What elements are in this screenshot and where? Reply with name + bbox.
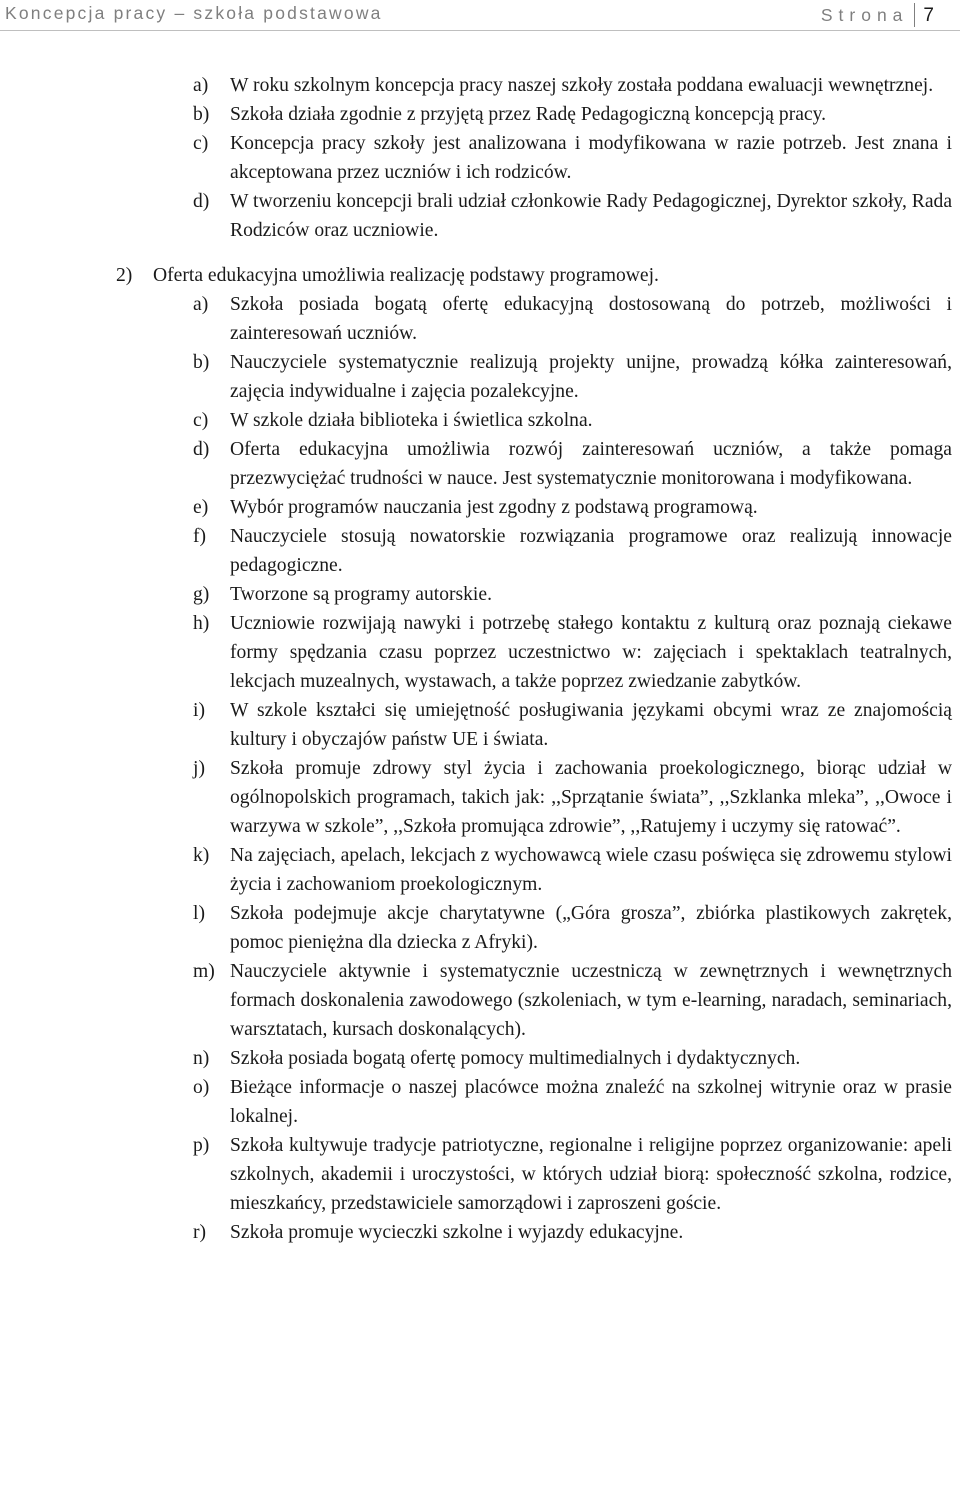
document-body (0, 71, 960, 1247)
list-marker: c) (193, 133, 209, 154)
list-marker: b) (193, 352, 210, 373)
header-separator (914, 3, 915, 27)
list-item (193, 493, 952, 522)
list-evaluation (0, 71, 960, 245)
list-item-text: Koncepcja pracy szkoły jest analizowana i modyfikowana w razie potrzeb. Jest znana i akceptowana przez uczniów i ich rodziców. (230, 133, 952, 183)
list-item (193, 100, 952, 129)
list-item-text: Bieżące informacje o naszej placówce można znaleźć na szkolnej witrynie oraz w prasie lokalnej. (230, 1077, 952, 1127)
list-item (193, 1218, 952, 1247)
list-item (193, 580, 952, 609)
list-item-text: W roku szkolnym koncepcja pracy naszej szkoły została poddana ewaluacji wewnętrznej. (230, 75, 934, 96)
list-marker: e) (193, 497, 209, 518)
list-marker: k) (193, 845, 210, 866)
list-marker: c) (193, 410, 209, 431)
page-label: Strona (820, 5, 909, 25)
list-item (193, 899, 952, 957)
list-marker: o) (193, 1077, 210, 1098)
header-title: Koncepcja pracy – szkoła podstawowa (5, 3, 383, 23)
list-item (193, 1131, 952, 1218)
list-marker: j) (193, 758, 205, 779)
page-number-block (821, 3, 934, 27)
list-marker: a) (193, 75, 209, 96)
list-item-text: W szkole kształci się umiejętność posługiwania językami obcymi wraz ze znajomością kultury i obyczajów państw UE i świata. (230, 700, 952, 750)
list-item (193, 406, 952, 435)
list-marker: l) (193, 903, 205, 924)
list-item (193, 754, 952, 841)
list-item (193, 609, 952, 696)
list-item (193, 348, 952, 406)
list-marker: d) (193, 439, 210, 460)
list-item-text: W tworzeniu koncepcji brali udział członkowie Rady Pedagogicznej, Dyrektor szkoły, Rada Rodziców oraz uczniowie. (230, 191, 953, 241)
list-item-text: Wybór programów nauczania jest zgodny z podstawą programową. (230, 497, 758, 518)
list-item-text: Szkoła posiada bogatą ofertę pomocy multimedialnych i dydaktycznych. (230, 1048, 801, 1069)
list-marker: m) (193, 961, 215, 982)
list-marker: h) (193, 613, 210, 634)
list-item-text: Nauczyciele aktywnie i systematycznie uczestniczą w zewnętrznych i wewnętrznych formach doskonalenia zawodowego (szkoleniach, w tym e-learning, naradach, seminariach, warsztatach, kursach doskonalących). (230, 961, 952, 1040)
list-item (193, 187, 953, 245)
section-marker: 2) (116, 265, 133, 286)
list-item-text: Tworzone są programy autorskie. (230, 584, 492, 605)
list-item-text: Szkoła promuje zdrowy styl życia i zachowania proekologicznego, biorąc udział w ogólnopolskich programach, takich jak: ,,Sprzątanie świata”, ,,Szklanka mleka”, ,,Owoce i warzywa w szkole”, ,,Szkoła promująca zdrowie”, ,,Ratujemy i uczymy się ratować”. (230, 758, 952, 837)
list-item-text: Nauczyciele systematycznie realizują projekty unijne, prowadzą kółka zainteresowań, zajęcia indywidualne i zajęcia pozalekcyjne. (230, 352, 952, 402)
list-marker: p) (193, 1135, 210, 1156)
list-item (193, 957, 952, 1044)
list-item (193, 129, 952, 187)
list-item-text: Szkoła kultywuje tradycje patriotyczne, regionalne i religijne poprzez organizowanie: apeli szkolnych, akademii i uroczystości, w których udział biorą: społeczność szkolna, rodzice, mieszkańcy, przedstawiciele samorządowi i zaproszeni goście. (230, 1135, 952, 1214)
list-item-text: Nauczyciele stosują nowatorskie rozwiązania programowe oraz realizują innowacje pedagogiczne. (230, 526, 952, 576)
list-item (193, 1073, 952, 1131)
section-heading (116, 261, 952, 290)
list-marker: r) (193, 1222, 207, 1243)
list-item-text: Szkoła podejmuje akcje charytatywne („Góra grosza”, zbiórka plastikowych zakrętek, pomoc pieniężna dla dziecka z Afryki). (230, 903, 952, 953)
list-item-text: Szkoła działa zgodnie z przyjętą przez Radę Pedagogiczną koncepcją pracy. (230, 104, 827, 125)
list-item-text: Uczniowie rozwijają nawyki i potrzebę stałego kontaktu z kulturą oraz poznają ciekawe formy spędzania czasu poprzez uczestnictwo w: zajęciach i spektaklach teatralnych, lekcjach muzealnych, wystawach, a także poprzez zwiedzanie zabytków. (230, 613, 952, 692)
list-item-text: Szkoła posiada bogatą ofertę edukacyjną dostosowaną do potrzeb, możliwości i zainteresowań uczniów. (230, 294, 952, 344)
section-title: Oferta edukacyjna umożliwia realizację podstawy programowej. (153, 265, 659, 286)
list-item (193, 1044, 952, 1073)
list-item (193, 290, 952, 348)
list-marker: f) (193, 526, 207, 547)
list-marker: g) (193, 584, 210, 605)
list-marker: i) (193, 700, 205, 721)
list-offer (0, 290, 960, 1247)
page-number: 7 (923, 5, 934, 26)
list-item-text: Oferta edukacyjna umożliwia rozwój zainteresowań uczniów, a także pomaga przezwyciężać trudności w nauce. Jest systematycznie monitorowana i modyfikowana. (230, 439, 952, 489)
list-marker: a) (193, 294, 209, 315)
list-item (193, 841, 952, 899)
list-marker: d) (193, 191, 210, 212)
list-marker: n) (193, 1048, 210, 1069)
list-item (193, 435, 952, 493)
list-item (193, 71, 952, 100)
list-marker: b) (193, 104, 210, 125)
header-rule (0, 30, 960, 31)
list-item-text: Szkoła promuje wycieczki szkolne i wyjazdy edukacyjne. (230, 1222, 684, 1243)
list-item-text: Na zajęciach, apelach, lekcjach z wychowawcą wiele czasu poświęca się zdrowemu stylowi życia i zachowaniom proekologicznym. (230, 845, 952, 895)
list-item (193, 522, 952, 580)
list-item (193, 696, 952, 754)
list-item-text: W szkole działa biblioteka i świetlica szkolna. (230, 410, 593, 431)
page-header (0, 0, 960, 30)
